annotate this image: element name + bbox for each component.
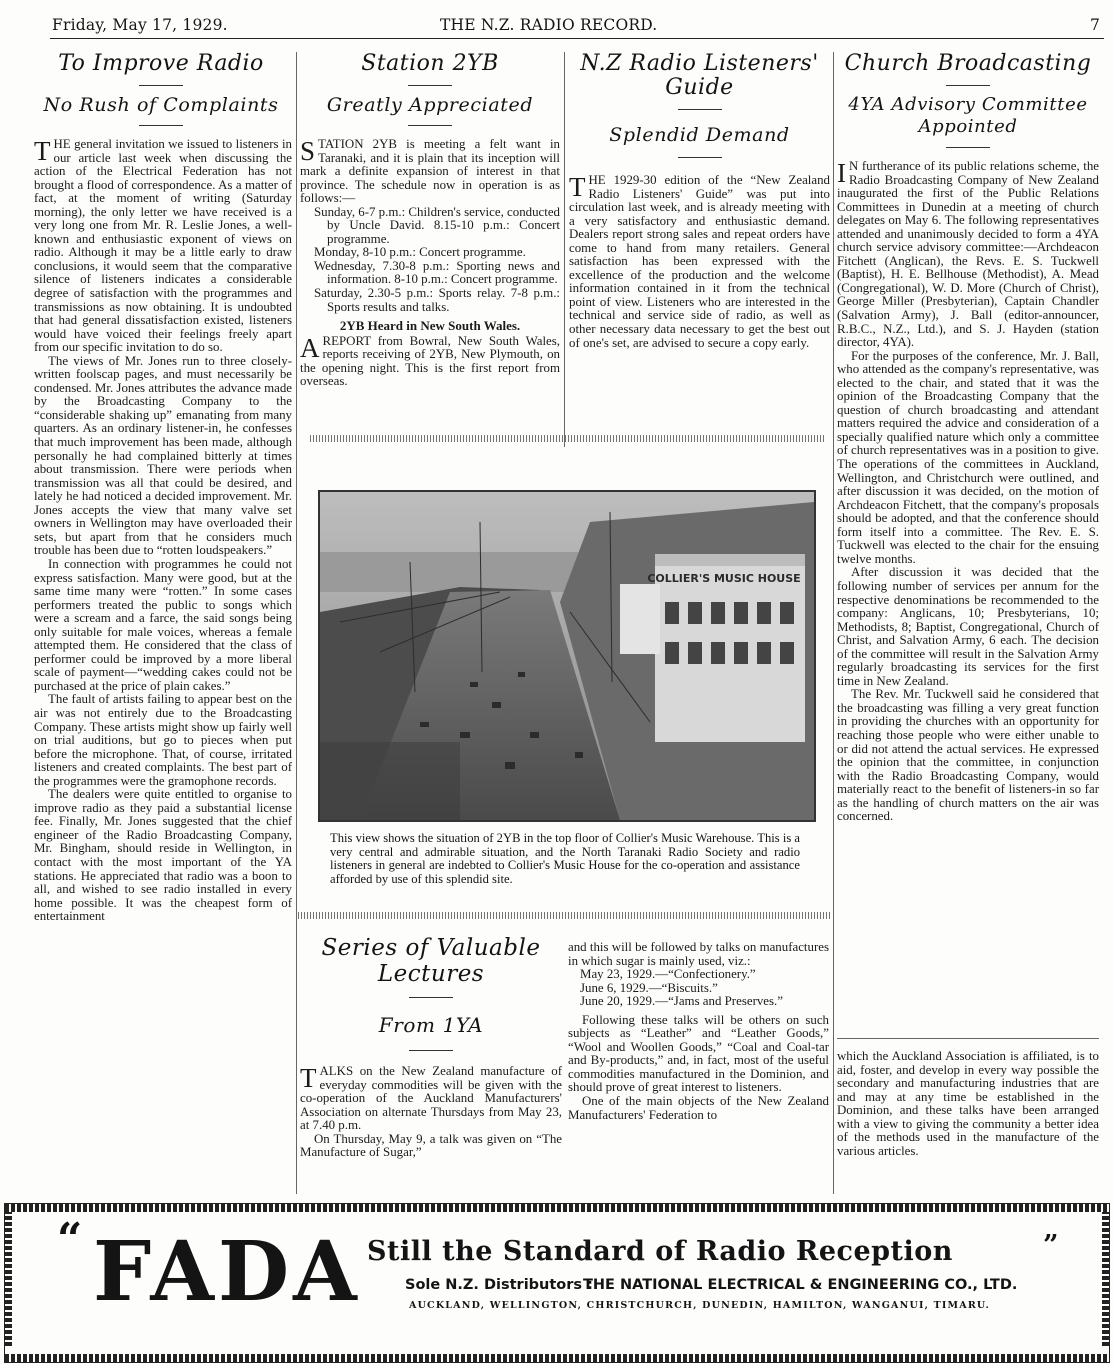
- subhead: Greatly Appreciated: [326, 94, 534, 116]
- headline: N.Z Radio Listeners' Guide: [580, 51, 819, 100]
- page-number: 7: [1090, 16, 1101, 34]
- ad-border-bottom: [5, 1354, 1109, 1362]
- lectures-continued: [568, 941, 829, 1122]
- slogan: Still the Standard of Radio Reception: [367, 1236, 953, 1267]
- ad-border-right: [1102, 1212, 1109, 1346]
- ornamental-rule: [310, 435, 826, 442]
- ad-border-left: [5, 1212, 12, 1346]
- article-body: [300, 138, 560, 389]
- paragraph: IN furtherance of its public relations scheme, the Radio Broadcasting Company of New Zealand inaugurated the first of the Public Relations Committees in Dunedin at a meeting of church delegates on May 6. The following representatives attended and unanimously decided to form a 4YA church service advisory committee:—Archdeacon Fitchett (Anglican), the Revs. E. S. Tuckwell (Baptist), H. E. Bellhouse (Methodist), A. Mead (Congregational), W. D. More (Church of Christ), George Miller (Presbyterian), Captain Chandler (Salvation Army), J. Ball (editor-announcer, R.B.C., N.Z., Ltd.), and S. J. Hayden (station director, 4YA).: [837, 158, 1099, 350]
- talk-item: June 20, 1929.—“Jams and Preserves.”: [580, 994, 783, 1009]
- masthead: [52, 16, 1102, 38]
- close-quote: ”: [1043, 1230, 1060, 1261]
- paragraph: The fault of artists failing to appear best on the air was not entirely due to the Broadcasting Company. These artists might show up fairly well on trial auditions, but go to pieces when put before the microphone. That, of course, irritated listeners and created complaints. The best part of the programmes were the gramophone records.: [34, 692, 292, 788]
- schedule-item: Saturday, 2.30-5 p.m.: Sports relay. 7-8 p.m.: Sports results and talks.: [314, 286, 560, 314]
- paragraph: One of the main objects of the New Zealand Manufacturers' Federation to: [568, 1094, 829, 1122]
- divider: [946, 85, 990, 86]
- fada-advertisement: [4, 1203, 1110, 1363]
- article-listeners-guide: [569, 52, 830, 350]
- divider: [678, 109, 722, 110]
- divider: [409, 997, 453, 998]
- nsw-heading: 2YB Heard in New South Wales.: [339, 318, 521, 334]
- headline: Series of Valuable Lectures: [321, 935, 541, 987]
- divider: [678, 157, 722, 158]
- paragraph: For the purposes of the conference, Mr. J. Ball, who attended as the company's representative, was elected to the chair, and stated that it was the opinion of the Broadcasting Company that the question of church broadcasting and attendant matters required the advice and consideration of a specially qualified nature which only a committee of church representatives was in a position to give. The operations of the committees in Auckland, Wellington, and Christchurch were outlined, and after discussion it was decided, on the motion of Archdeacon Fitchett, that the company's proposals should be adopted, and that the conference should form itself into a committee. The Rev. E. S. Tuckwell was elected to the chair for the ensuing twelve months.: [837, 348, 1099, 566]
- article-body: [300, 1065, 562, 1160]
- paragraph: On Thursday, May 9, a talk was given on “The Manufacture of Sugar,”: [300, 1131, 562, 1160]
- article-body: [837, 160, 1099, 824]
- talk-item: June 6, 1929.—“Biscuits.”: [580, 980, 718, 995]
- street-photo: [318, 490, 816, 822]
- paper-title: THE N.Z. RADIO RECORD.: [440, 16, 658, 34]
- paragraph: AREPORT from Bowral, New South Wales, reports receiving of 2YB, New Plymouth, on the opening night. This is the first report from overseas.: [300, 332, 560, 389]
- paragraph: and this will be followed by talks on manufactures in which sugar is mainly used, viz.:: [568, 940, 829, 968]
- schedule-item: Wednesday, 7.30-8 p.m.: Sporting news and information. 8-10 p.m.: Concert programme.: [314, 258, 560, 287]
- divider: [409, 1050, 453, 1051]
- article-church-broadcasting: [837, 52, 1099, 824]
- divider: [139, 125, 183, 126]
- paragraph: THE 1929-30 edition of the “New Zealand Radio Listeners' Guide” was put into circulation last week, and is already meeting with a very satisfactory and enthusiastic demand. Dealers report strong sales and repeat orders have come to hand from many retailers. General satisfaction has been expressed with the excellence of the production and the welcome information contained in it from the technical point of view. Listeners who are interested in the technical and service side of radio, as well as other necessary data necessary to get the best out of one's set, are advised to secure a copy early.: [569, 172, 830, 350]
- headline: Church Broadcasting: [844, 51, 1092, 76]
- subhead: 4YA Advisory Committee Appointed: [848, 94, 1088, 137]
- article-body: [34, 138, 292, 924]
- talk-item: May 23, 1929.—“Confectionery.”: [580, 967, 756, 982]
- ornamental-rule: [298, 912, 832, 919]
- paragraph: STATION 2YB is meeting a felt want in Taranaki, and it is plain that its inception will mark a definite expansion of interest in that province. The schedule now in operation is as follows:—: [300, 136, 560, 206]
- subhead: No Rush of Complaints: [43, 94, 279, 116]
- paragraph: The Rev. Mr. Tuckwell said he considered that the broadcasting was filling a very great function in providing the churches with an opportunity for reaching those people who were either unable to or did not attend the actual services. He expressed the opinion that the committee, in conjunction with the Radio Broadcasting Company, would materially react to the benefit of listeners-in so far as the handling of church matters on the air was concerned.: [837, 687, 1099, 824]
- column-rule: [296, 52, 297, 1194]
- paragraph: In connection with programmes he could not express satisfaction. Many were good, but at the same time many were “rotten.” In some cases performers treated the public to songs which were a scream and a farce, the said songs being only suitable for male voices, whereas a female attempted them. He considered that the class of performer could be improved by a more liberal scale of payment—“wedding cakes could not be purchased at the price of plain cakes.”: [34, 556, 292, 693]
- article-station-2yb: [300, 52, 560, 389]
- subhead: Splendid Demand: [609, 124, 790, 146]
- ad-border-top: [5, 1204, 1109, 1212]
- issue-date: Friday, May 17, 1929.: [52, 16, 228, 34]
- distributor-label: Sole N.Z. Distributors :: [405, 1277, 593, 1293]
- paragraph: which the Auckland Association is affiliated, is to aid, foster, and develop in every way possible the secondary and manufacturing industries that are and may at any time be established in the Dominion, and these talks have been arranged with a view to giving the community a better idea of the methods used in the manufacture of the various articles.: [837, 1049, 1099, 1158]
- paragraph: After discussion it was decided that the following number of services per annum for the respective denominations be recommended to the company: Anglicans, 10; Presbyterians, 10; Methodists, 8; Baptist, Congregational, Church of Christ, and Salvation Army, 6 each. The decision of the committee will result in the Salvation Army regularly broadcasting its services for the first time in New Zealand.: [837, 565, 1099, 688]
- schedule-item: Monday, 8-10 p.m.: Concert programme.: [314, 245, 526, 260]
- divider: [946, 147, 990, 148]
- schedule-list: [314, 206, 560, 314]
- article-lectures: [300, 935, 562, 1160]
- lectures-continued-2: [837, 1050, 1099, 1158]
- lectures-separator: [837, 1038, 1099, 1039]
- brand-logo: FADA: [93, 1224, 361, 1320]
- paragraph: The views of Mr. Jones run to three closely-written foolscap pages, and must necessarily be condensed. Mr. Jones attributes the advance made by the Broadcasting Company to the “considerable shaking up” emanating from many quarters. As an ordinary listener-in, he confesses that much improvement has been made, although personally he had complained bitterly at times about transmission. There were periods when transmission was all that could be desired, and lately he had noticed a decided improvement. Mr. Jones accepts the view that many valve set owners in Wellington may have overloaded their sets, but apart from that he considers much trouble has been due to “rotten loudspeakers.”: [34, 353, 292, 558]
- divider: [408, 125, 452, 126]
- distributor-name: THE NATIONAL ELECTRICAL & ENGINEERING CO., LTD.: [583, 1277, 1018, 1293]
- sign-text: COLLIER'S MUSIC HOUSE: [647, 572, 801, 585]
- distributor-cities: AUCKLAND, WELLINGTON, CHRISTCHURCH, DUNEDIN, HAMILTON, WANGANUI, TIMARU.: [409, 1300, 991, 1311]
- schedule-item: Sunday, 6-7 p.m.: Children's service, conducted by Uncle David. 8.15-10 p.m.: Concert programme.: [314, 204, 560, 246]
- column-rule: [564, 52, 565, 447]
- open-quote: “: [57, 1214, 83, 1265]
- street-photo-image: [320, 492, 814, 820]
- headline: Station 2YB: [361, 51, 499, 76]
- article-to-improve-radio: [30, 52, 292, 924]
- paragraph: Following these talks will be others on such subjects as “Leather” and “Leather Goods,” “Wool and Woollen Goods,” “Coal and Coal-tar and By-products,” and, in fact, most of the useful commodities manufactured in the Dominion, and should prove of great interest to listeners.: [568, 1012, 829, 1095]
- paragraph: TALKS on the New Zealand manufacture of everyday commodities will be given with the co-operation of the Auckland Manufacturers' Association on alternate Thursdays from May 23, at 7.40 p.m.: [300, 1063, 562, 1133]
- photo-caption: This view shows the situation of 2YB in the top floor of Collier's Music Warehouse. This is a very central and admirable situation, and the North Taranaki Radio Society and radio listeners in general are indebted to Collier's Music House for the co-operation and assistance afforded by use of this splendid site.: [330, 831, 800, 886]
- subhead: From 1YA: [378, 1013, 484, 1037]
- masthead-rule: [50, 38, 1104, 39]
- divider: [408, 85, 452, 86]
- paragraph: THE general invitation we issued to listeners in our article last week when discussing the action of the Electrical Federation has not brought a flood of correspondence. As a matter of fact, at the moment of writing (Saturday morning), the only letter we have received is a very long one from Mr. R. Leslie Jones, a well-known and enthusiastic exponent of views on radio. Although it may be a little early to draw conclusions, it would seem that the comparative silence of listeners indicates a considerable degree of satisfaction with the programmes and transmissions as now obtaining. It is undoubted that had general dissatisfaction existed, listeners would have voiced their feelings freely apart from our specific invitation to do so.: [34, 136, 292, 355]
- divider: [139, 85, 183, 86]
- talk-list: [568, 968, 829, 1009]
- paragraph: The dealers were quite entitled to organise to improve radio as they paid a substantial license fee. Finally, Mr. Jones suggested that the chief engineer of the Radio Broadcasting Company, Mr. Bingham, should reside in Wellington, in contact with the most important of the YA stations. He appreciated that radio was a boon to all, and wished to see radio installed in every home possible. It was the cheapest form of entertainment: [34, 787, 292, 924]
- column-rule: [833, 52, 834, 1194]
- headline: To Improve Radio: [58, 51, 264, 76]
- article-body: [569, 174, 830, 350]
